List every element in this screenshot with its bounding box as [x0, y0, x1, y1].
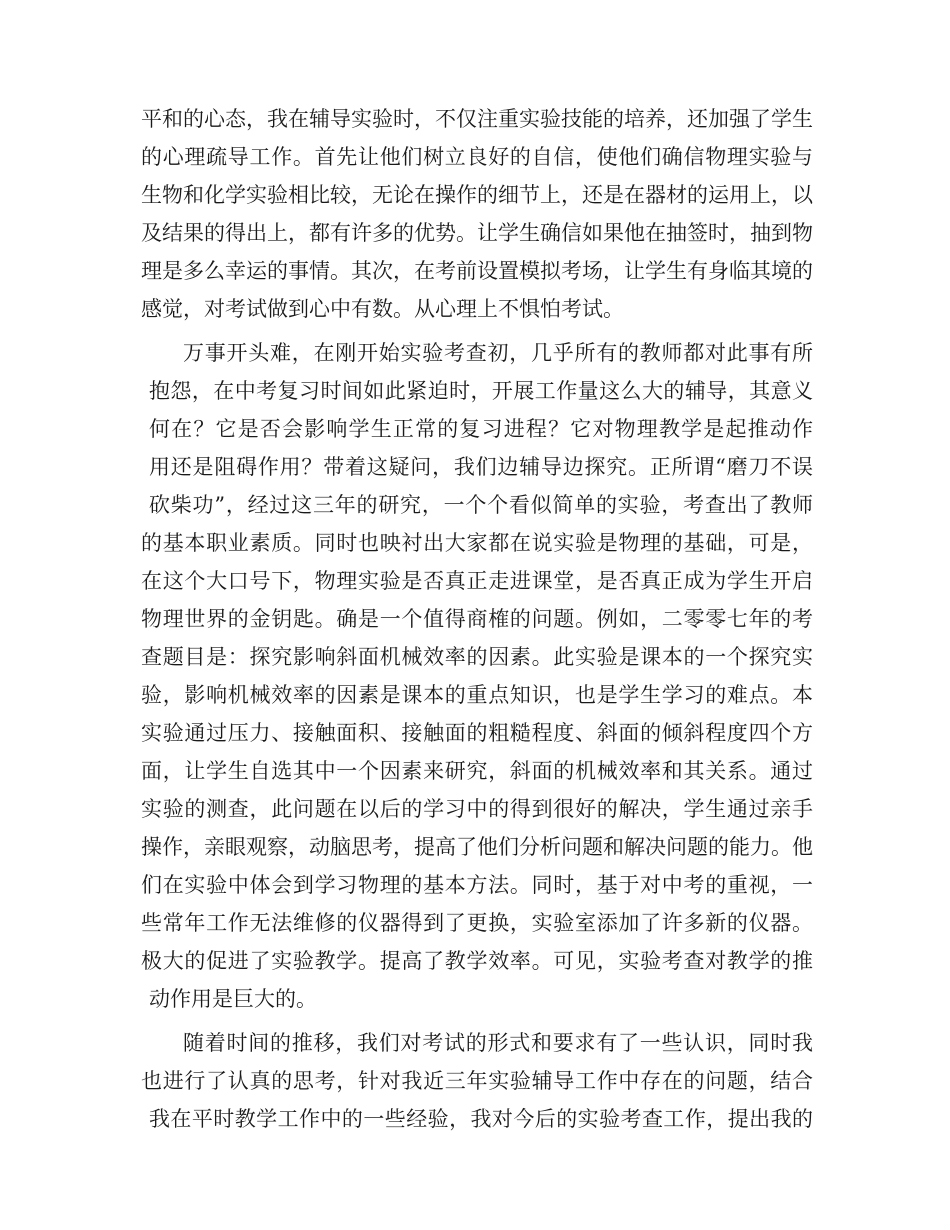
- document-body: [141, 100, 813, 1138]
- text-line: 何在？它是否会影响学生正常的复习进程？它对物理教学是起推动作: [149, 417, 813, 441]
- text-line: 我在平时教学工作中的一些经验，我对今后的实验考查工作，提出我的: [149, 1107, 813, 1131]
- text-line: 砍柴功”，经过这三年的研究，一个个看似简单的实验，考查出了教师: [149, 493, 813, 517]
- text-line: 验，影响机械效率的因素是课本的重点知识，也是学生学习的难点。本: [141, 683, 813, 707]
- text-line: 实验的测查，此问题在以后的学习中的得到很好的解决，学生通过亲手: [141, 797, 813, 821]
- text-line: 面，让学生自选其中一个因素来研究，斜面的机械效率和其关系。通过: [141, 759, 813, 783]
- text-line: 极大的促进了实验教学。提高了教学效率。可见，实验考查对教学的推: [141, 949, 813, 973]
- text-line: 及结果的得出上，都有许多的优势。让学生确信如果他在抽签时，抽到物: [141, 221, 813, 245]
- text-line: 随着时间的推移，我们对考试的形式和要求有了一些认识，同时我: [183, 1031, 813, 1055]
- paragraph-2: [141, 334, 813, 1018]
- text-line: 的心理疏导工作。首先让他们树立良好的自信，使他们确信物理实验与: [141, 145, 813, 169]
- text-line: 些常年工作无法维修的仪器得到了更换，实验室添加了许多新的仪器。: [141, 911, 813, 935]
- text-line: 操作，亲眼观察，动脑思考，提高了他们分析问题和解决问题的能力。他: [141, 835, 813, 859]
- text-line: 感觉，对考试做到心中有数。从心理上不惧怕考试。: [141, 297, 624, 321]
- text-line: 生物和化学实验相比较，无论在操作的细节上，还是在器材的运用上，以: [141, 183, 813, 207]
- text-line: 的基本职业素质。同时也映衬出大家都在说实验是物理的基础，可是，: [141, 531, 813, 555]
- text-line: 抱怨，在中考复习时间如此紧迫时，开展工作量这么大的辅导，其意义: [149, 379, 813, 403]
- text-line: 实验通过压力、接触面积、接触面的粗糙程度、斜面的倾斜程度四个方: [141, 721, 813, 745]
- text-line: 们在实验中体会到学习物理的基本方法。同时，基于对中考的重视，一: [141, 873, 813, 897]
- text-line: 用还是阻碍作用？带着这疑问，我们边辅导边探究。正所谓“磨刀不误: [149, 455, 813, 479]
- text-line: 动作用是巨大的。: [149, 987, 317, 1011]
- text-line: 在这个大口号下，物理实验是否真正走进课堂，是否真正成为学生开启: [141, 569, 813, 593]
- text-line: 也进行了认真的思考，针对我近三年实验辅导工作中存在的问题，结合: [141, 1069, 813, 1093]
- text-line: 平和的心态，我在辅导实验时，不仅注重实验技能的培养，还加强了学生: [141, 107, 813, 131]
- text-line: 万事开头难，在刚开始实验考查初，几乎所有的教师都对此事有所: [183, 341, 813, 365]
- text-line: 查题目是：探究影响斜面机械效率的因素。此实验是课本的一个探究实: [141, 645, 813, 669]
- text-line: 物理世界的金钥匙。确是一个值得商榷的问题。例如，二零零七年的考: [141, 607, 813, 631]
- paragraph-1: [141, 100, 813, 328]
- paragraph-3: [141, 1024, 813, 1138]
- text-line: 理是多么幸运的事情。其次，在考前设置模拟考场，让学生有身临其境的: [141, 259, 813, 283]
